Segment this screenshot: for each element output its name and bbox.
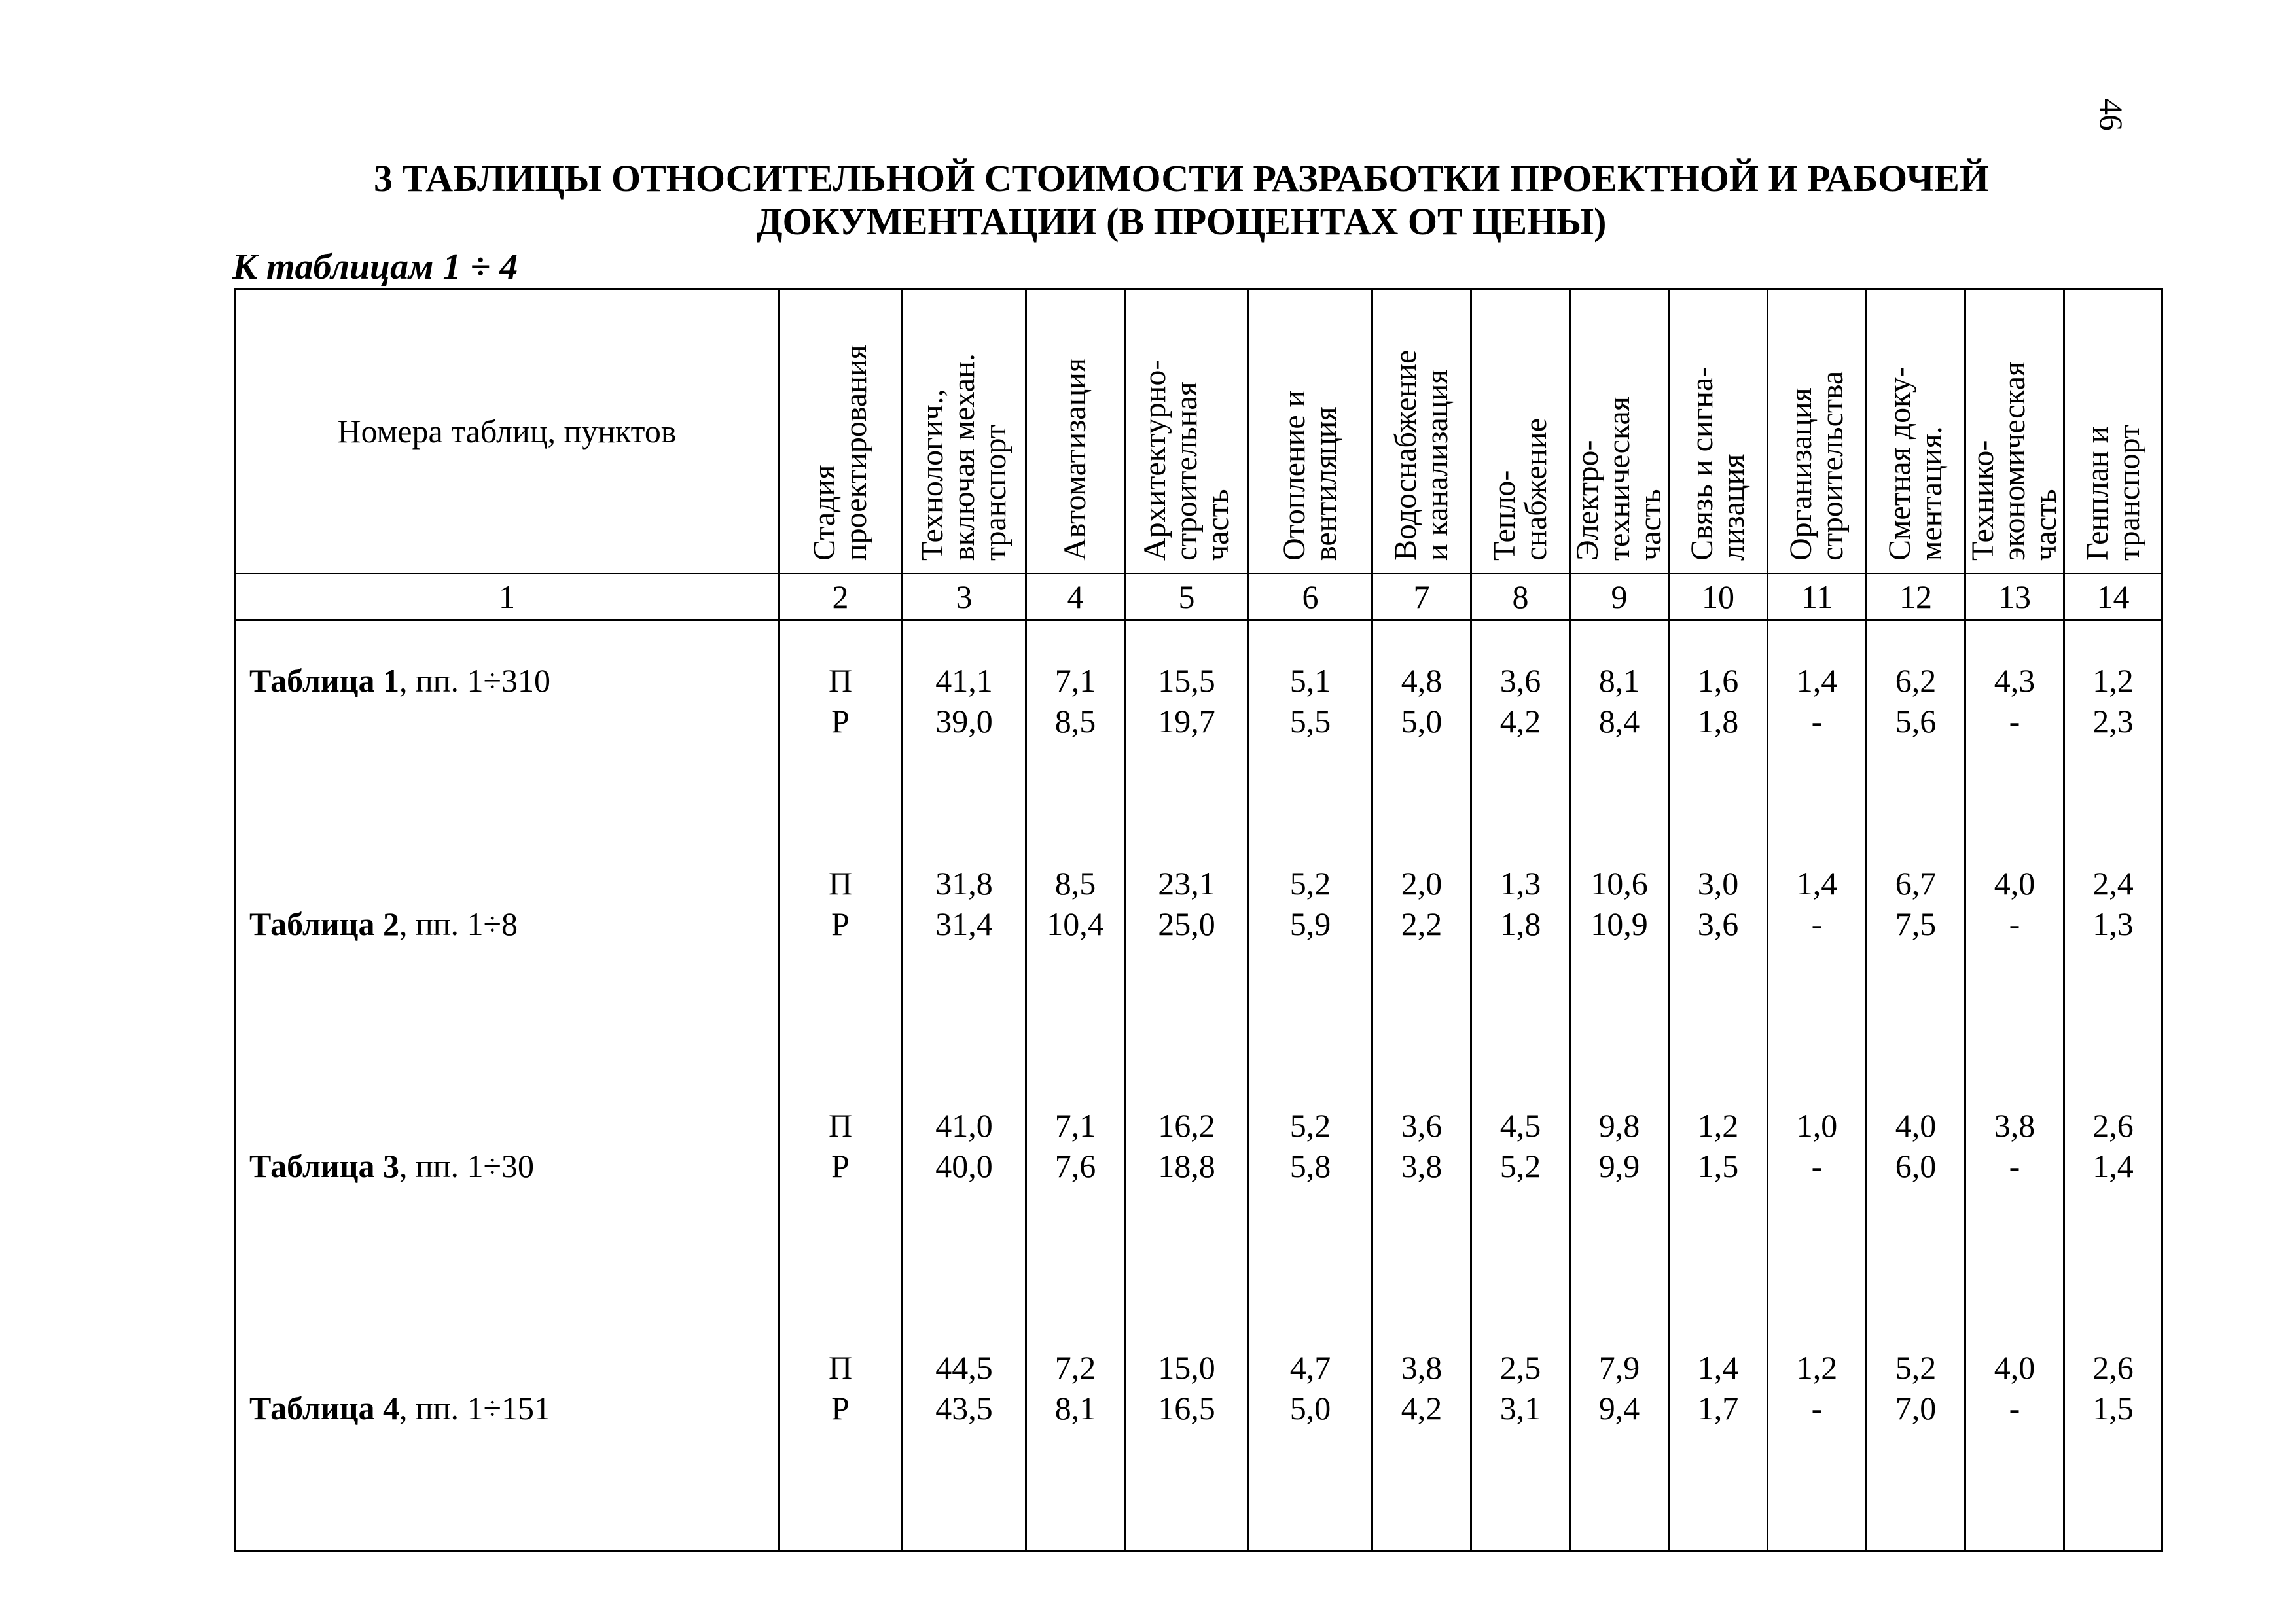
value-stage-p: 1,2	[1796, 1349, 1838, 1386]
value-cell	[2064, 824, 2162, 1066]
value-stage-r: 19,7	[1158, 703, 1215, 739]
stage-cell	[779, 824, 903, 1066]
value-stage-p: 41,1	[935, 662, 993, 699]
column-header-6	[1249, 289, 1372, 574]
value-stage-r: 7,5	[1895, 906, 1937, 942]
cost-table	[234, 288, 2163, 1552]
column-number: 8	[1471, 574, 1570, 620]
value-stage-r: 2,2	[1401, 906, 1443, 942]
column-header-text: Организация строительства	[1784, 370, 1850, 561]
value-cell	[2064, 1308, 2162, 1551]
stage-value: Р	[831, 906, 850, 942]
value-stage-r: 16,5	[1158, 1390, 1215, 1426]
value-stage-r: 8,5	[1054, 703, 1096, 739]
value-stage-p: 5,1	[1289, 662, 1331, 699]
value-cell	[1026, 1308, 1125, 1551]
column-number: 2	[779, 574, 903, 620]
value-stage-r: 7,0	[1895, 1390, 1937, 1426]
column-header-text: Электро- техническая часть	[1570, 397, 1668, 561]
column-header-11	[1768, 289, 1867, 574]
value-stage-p: 15,0	[1158, 1349, 1215, 1386]
corner-header: Номера таблиц, пунктов	[236, 289, 779, 574]
value-stage-r: 10,4	[1047, 906, 1104, 942]
stage-value: Р	[831, 703, 850, 739]
value-stage-r: 25,0	[1158, 906, 1215, 942]
value-cell	[1471, 1066, 1570, 1308]
value-stage-r: 9,9	[1598, 1148, 1640, 1184]
column-number: 12	[1867, 574, 1965, 620]
value-stage-p: 44,5	[935, 1349, 993, 1386]
table-row	[236, 824, 2162, 1066]
value-stage-p: 5,2	[1895, 1349, 1937, 1386]
value-stage-p: 2,0	[1401, 865, 1443, 902]
column-number: 4	[1026, 574, 1125, 620]
title-line-1: 3 ТАБЛИЦЫ ОТНОСИТЕЛЬНОЙ СТОИМОСТИ РАЗРАБОТКИ ПРОЕКТНОЙ И РАБОЧЕЙ	[374, 157, 1989, 200]
value-cell	[903, 824, 1026, 1066]
value-stage-r: 31,4	[935, 906, 993, 942]
row-label-items: , пп. 1÷8	[399, 906, 518, 942]
value-stage-p: 4,0	[1994, 865, 2036, 902]
value-stage-p: 15,5	[1158, 662, 1215, 699]
value-stage-p: 1,0	[1796, 1107, 1838, 1144]
value-stage-p: 41,0	[935, 1107, 993, 1144]
table-row	[236, 1308, 2162, 1551]
stage-value: П	[828, 662, 853, 699]
column-header-9	[1570, 289, 1669, 574]
value-cell	[1125, 1066, 1249, 1308]
column-number: 7	[1372, 574, 1471, 620]
value-cell	[1768, 824, 1867, 1066]
column-number: 14	[2064, 574, 2162, 620]
value-stage-p: 5,2	[1289, 865, 1331, 902]
column-header-14	[2064, 289, 2162, 574]
value-stage-p: 1,3	[1499, 865, 1541, 902]
value-stage-p: 8,1	[1598, 662, 1640, 699]
value-stage-r: 1,3	[2092, 906, 2134, 942]
value-cell	[1867, 1308, 1965, 1551]
value-stage-p: 10,6	[1590, 865, 1648, 902]
value-stage-p: 3,6	[1499, 662, 1541, 699]
value-stage-p: 8,5	[1054, 865, 1096, 902]
value-stage-r: 5,8	[1289, 1148, 1331, 1184]
value-stage-p: 1,4	[1796, 865, 1838, 902]
row-label	[236, 1066, 779, 1308]
value-stage-p: 3,8	[1994, 1107, 2036, 1144]
value-stage-r: 39,0	[935, 703, 993, 739]
value-stage-p: 3,6	[1401, 1107, 1443, 1144]
value-stage-r: 1,8	[1697, 703, 1739, 739]
column-number-row	[236, 574, 2162, 620]
value-stage-p: 4,5	[1499, 1107, 1541, 1144]
row-label-table: Таблица 1	[249, 662, 400, 699]
row-label	[236, 620, 779, 824]
value-stage-r: 10,9	[1590, 906, 1648, 942]
value-stage-p: 4,7	[1289, 1349, 1331, 1386]
row-label-table: Таблица 2	[249, 906, 400, 942]
stage-cell	[779, 620, 903, 824]
value-stage-p: 4,3	[1994, 662, 2036, 699]
row-label	[236, 1308, 779, 1551]
value-stage-r: 5,0	[1289, 1390, 1331, 1426]
value-cell	[1026, 1066, 1125, 1308]
value-stage-p: 2,6	[2092, 1107, 2134, 1144]
value-stage-r: 3,1	[1499, 1390, 1541, 1426]
value-cell	[1249, 824, 1372, 1066]
value-cell	[1372, 1066, 1471, 1308]
value-cell	[1965, 1308, 2064, 1551]
value-cell	[1965, 620, 2064, 824]
value-stage-r: 18,8	[1158, 1148, 1215, 1184]
value-cell	[1249, 620, 1372, 824]
value-cell	[1125, 620, 1249, 824]
column-number: 1	[236, 574, 779, 620]
value-stage-r: 5,2	[1499, 1148, 1541, 1184]
column-header-10	[1669, 289, 1768, 574]
stage-value: П	[828, 1107, 853, 1144]
value-cell	[1965, 824, 2064, 1066]
value-stage-p: 4,8	[1401, 662, 1443, 699]
value-cell	[2064, 1066, 2162, 1308]
column-header-text: Отопление и вентиляция	[1277, 390, 1343, 561]
stage-value: Р	[831, 1148, 850, 1184]
column-header-5	[1125, 289, 1249, 574]
stage-value: П	[828, 865, 853, 902]
value-cell	[1867, 620, 1965, 824]
value-cell	[1669, 824, 1768, 1066]
value-cell	[903, 620, 1026, 824]
value-cell	[1471, 824, 1570, 1066]
value-stage-r: 5,9	[1289, 906, 1331, 942]
value-cell	[1026, 620, 1125, 824]
value-cell	[1570, 1066, 1669, 1308]
value-stage-r: 6,0	[1895, 1148, 1937, 1184]
value-stage-r: 5,5	[1289, 703, 1331, 739]
column-number: 10	[1669, 574, 1768, 620]
value-stage-r: 7,6	[1054, 1148, 1096, 1184]
column-header-text: Генплан и транспорт	[2079, 425, 2146, 561]
value-stage-r: -	[1811, 1148, 1823, 1184]
value-cell	[1026, 824, 1125, 1066]
column-header-3	[903, 289, 1026, 574]
value-stage-p: 7,1	[1054, 1107, 1096, 1144]
column-header-text: Технико- экономическая часть	[1965, 361, 2063, 561]
value-cell	[1125, 824, 1249, 1066]
value-stage-r: 5,6	[1895, 703, 1937, 739]
column-number: 11	[1768, 574, 1867, 620]
stage-value: П	[828, 1349, 853, 1386]
stage-cell	[779, 1066, 903, 1308]
value-stage-r: 4,2	[1499, 703, 1541, 739]
value-cell	[1125, 1308, 1249, 1551]
value-cell	[1372, 1308, 1471, 1551]
value-stage-p: 7,1	[1054, 662, 1096, 699]
value-stage-p: 4,0	[1994, 1349, 2036, 1386]
value-stage-p: 6,2	[1895, 662, 1937, 699]
value-stage-r: -	[1811, 1390, 1823, 1426]
value-cell	[1669, 1066, 1768, 1308]
value-stage-r: 2,3	[2092, 703, 2134, 739]
column-header-text: Архитектурно- строительная часть	[1138, 359, 1235, 561]
value-cell	[1471, 620, 1570, 824]
column-header-text: Автоматизация	[1058, 357, 1092, 561]
page-number: 46	[2093, 98, 2130, 131]
value-cell	[1570, 1308, 1669, 1551]
value-stage-p: 1,2	[1697, 1107, 1739, 1144]
column-number: 9	[1570, 574, 1669, 620]
value-stage-p: 3,8	[1401, 1349, 1443, 1386]
value-stage-p: 1,6	[1697, 662, 1739, 699]
value-cell	[1471, 1308, 1570, 1551]
value-stage-p: 6,7	[1895, 865, 1937, 902]
row-label-items: , пп. 1÷151	[399, 1390, 550, 1426]
value-stage-p: 7,9	[1598, 1349, 1640, 1386]
row-label-items: , пп. 1÷30	[399, 1148, 534, 1184]
value-stage-p: 4,0	[1895, 1107, 1937, 1144]
row-label-table: Таблица 3	[249, 1148, 400, 1184]
table-row	[236, 1066, 2162, 1308]
value-stage-r: -	[2009, 1390, 2020, 1426]
value-stage-r: 1,5	[1697, 1148, 1739, 1184]
value-stage-r: 1,5	[2092, 1390, 2134, 1426]
column-header-4	[1026, 289, 1125, 574]
value-stage-r: 3,8	[1401, 1148, 1443, 1184]
column-number: 3	[903, 574, 1026, 620]
value-cell	[1768, 1308, 1867, 1551]
column-header-text: Связь и сигна- лизация	[1685, 366, 1751, 561]
value-stage-p: 2,5	[1499, 1349, 1541, 1386]
row-label	[236, 824, 779, 1066]
value-stage-r: -	[2009, 703, 2020, 739]
value-cell	[1570, 620, 1669, 824]
value-cell	[903, 1066, 1026, 1308]
column-header-2	[779, 289, 903, 574]
value-cell	[1372, 824, 1471, 1066]
value-cell	[1768, 1066, 1867, 1308]
stage-value: Р	[831, 1390, 850, 1426]
column-number: 5	[1125, 574, 1249, 620]
value-cell	[1372, 620, 1471, 824]
value-stage-r: -	[2009, 906, 2020, 942]
column-header-8	[1471, 289, 1570, 574]
header-row	[236, 289, 2162, 574]
value-stage-p: 1,4	[1697, 1349, 1739, 1386]
value-stage-p: 2,4	[2092, 865, 2134, 902]
value-stage-p: 1,2	[2092, 662, 2134, 699]
value-cell	[1965, 1066, 2064, 1308]
value-stage-r: -	[1811, 703, 1823, 739]
table-row	[236, 620, 2162, 824]
value-cell	[1768, 620, 1867, 824]
stage-cell	[779, 1308, 903, 1551]
value-stage-r: 3,6	[1697, 906, 1739, 942]
value-stage-r: 4,2	[1401, 1390, 1443, 1426]
value-cell	[1570, 824, 1669, 1066]
value-stage-r: 40,0	[935, 1148, 993, 1184]
value-cell	[903, 1308, 1026, 1551]
value-stage-p: 9,8	[1598, 1107, 1640, 1144]
column-header-text: Водоснабжение и канализация	[1388, 349, 1454, 561]
column-header-12	[1867, 289, 1965, 574]
value-cell	[1249, 1308, 1372, 1551]
value-stage-r: -	[1811, 906, 1823, 942]
value-cell	[1669, 620, 1768, 824]
value-stage-p: 5,2	[1289, 1107, 1331, 1144]
value-stage-r: 8,4	[1598, 703, 1640, 739]
value-stage-r: 43,5	[935, 1390, 993, 1426]
value-stage-r: 9,4	[1598, 1390, 1640, 1426]
value-stage-p: 7,2	[1054, 1349, 1096, 1386]
value-stage-p: 16,2	[1158, 1107, 1215, 1144]
page-title	[196, 157, 2166, 243]
value-cell	[1249, 1066, 1372, 1308]
column-header-7	[1372, 289, 1471, 574]
row-label-table: Таблица 4	[249, 1390, 400, 1426]
column-number: 13	[1965, 574, 2064, 620]
column-header-13	[1965, 289, 2064, 574]
column-header-text: Тепло- снабжение	[1487, 417, 1553, 561]
value-stage-p: 1,4	[1796, 662, 1838, 699]
value-stage-r: 1,8	[1499, 906, 1541, 942]
value-stage-p: 3,0	[1697, 865, 1739, 902]
column-header-text: Сметная доку- ментация.	[1882, 366, 1948, 561]
value-cell	[1867, 824, 1965, 1066]
title-line-2: ДОКУМЕНТАЦИИ (В ПРОЦЕНТАХ ОТ ЦЕНЫ)	[756, 200, 1607, 243]
value-stage-p: 23,1	[1158, 865, 1215, 902]
value-stage-p: 2,6	[2092, 1349, 2134, 1386]
table-subtitle: К таблицам 1 ÷ 4	[232, 247, 518, 287]
value-stage-r: 1,7	[1697, 1390, 1739, 1426]
value-cell	[2064, 620, 2162, 824]
column-header-text: Стадия проектирования	[807, 345, 873, 561]
value-stage-r: -	[2009, 1148, 2020, 1184]
row-label-items: , пп. 1÷310	[399, 662, 550, 699]
value-cell	[1867, 1066, 1965, 1308]
value-stage-p: 31,8	[935, 865, 993, 902]
value-stage-r: 5,0	[1401, 703, 1443, 739]
column-number: 6	[1249, 574, 1372, 620]
column-header-text: Технологич., включая механ. транспорт	[915, 353, 1013, 561]
value-stage-r: 1,4	[2092, 1148, 2134, 1184]
value-stage-r: 8,1	[1054, 1390, 1096, 1426]
value-cell	[1669, 1308, 1768, 1551]
